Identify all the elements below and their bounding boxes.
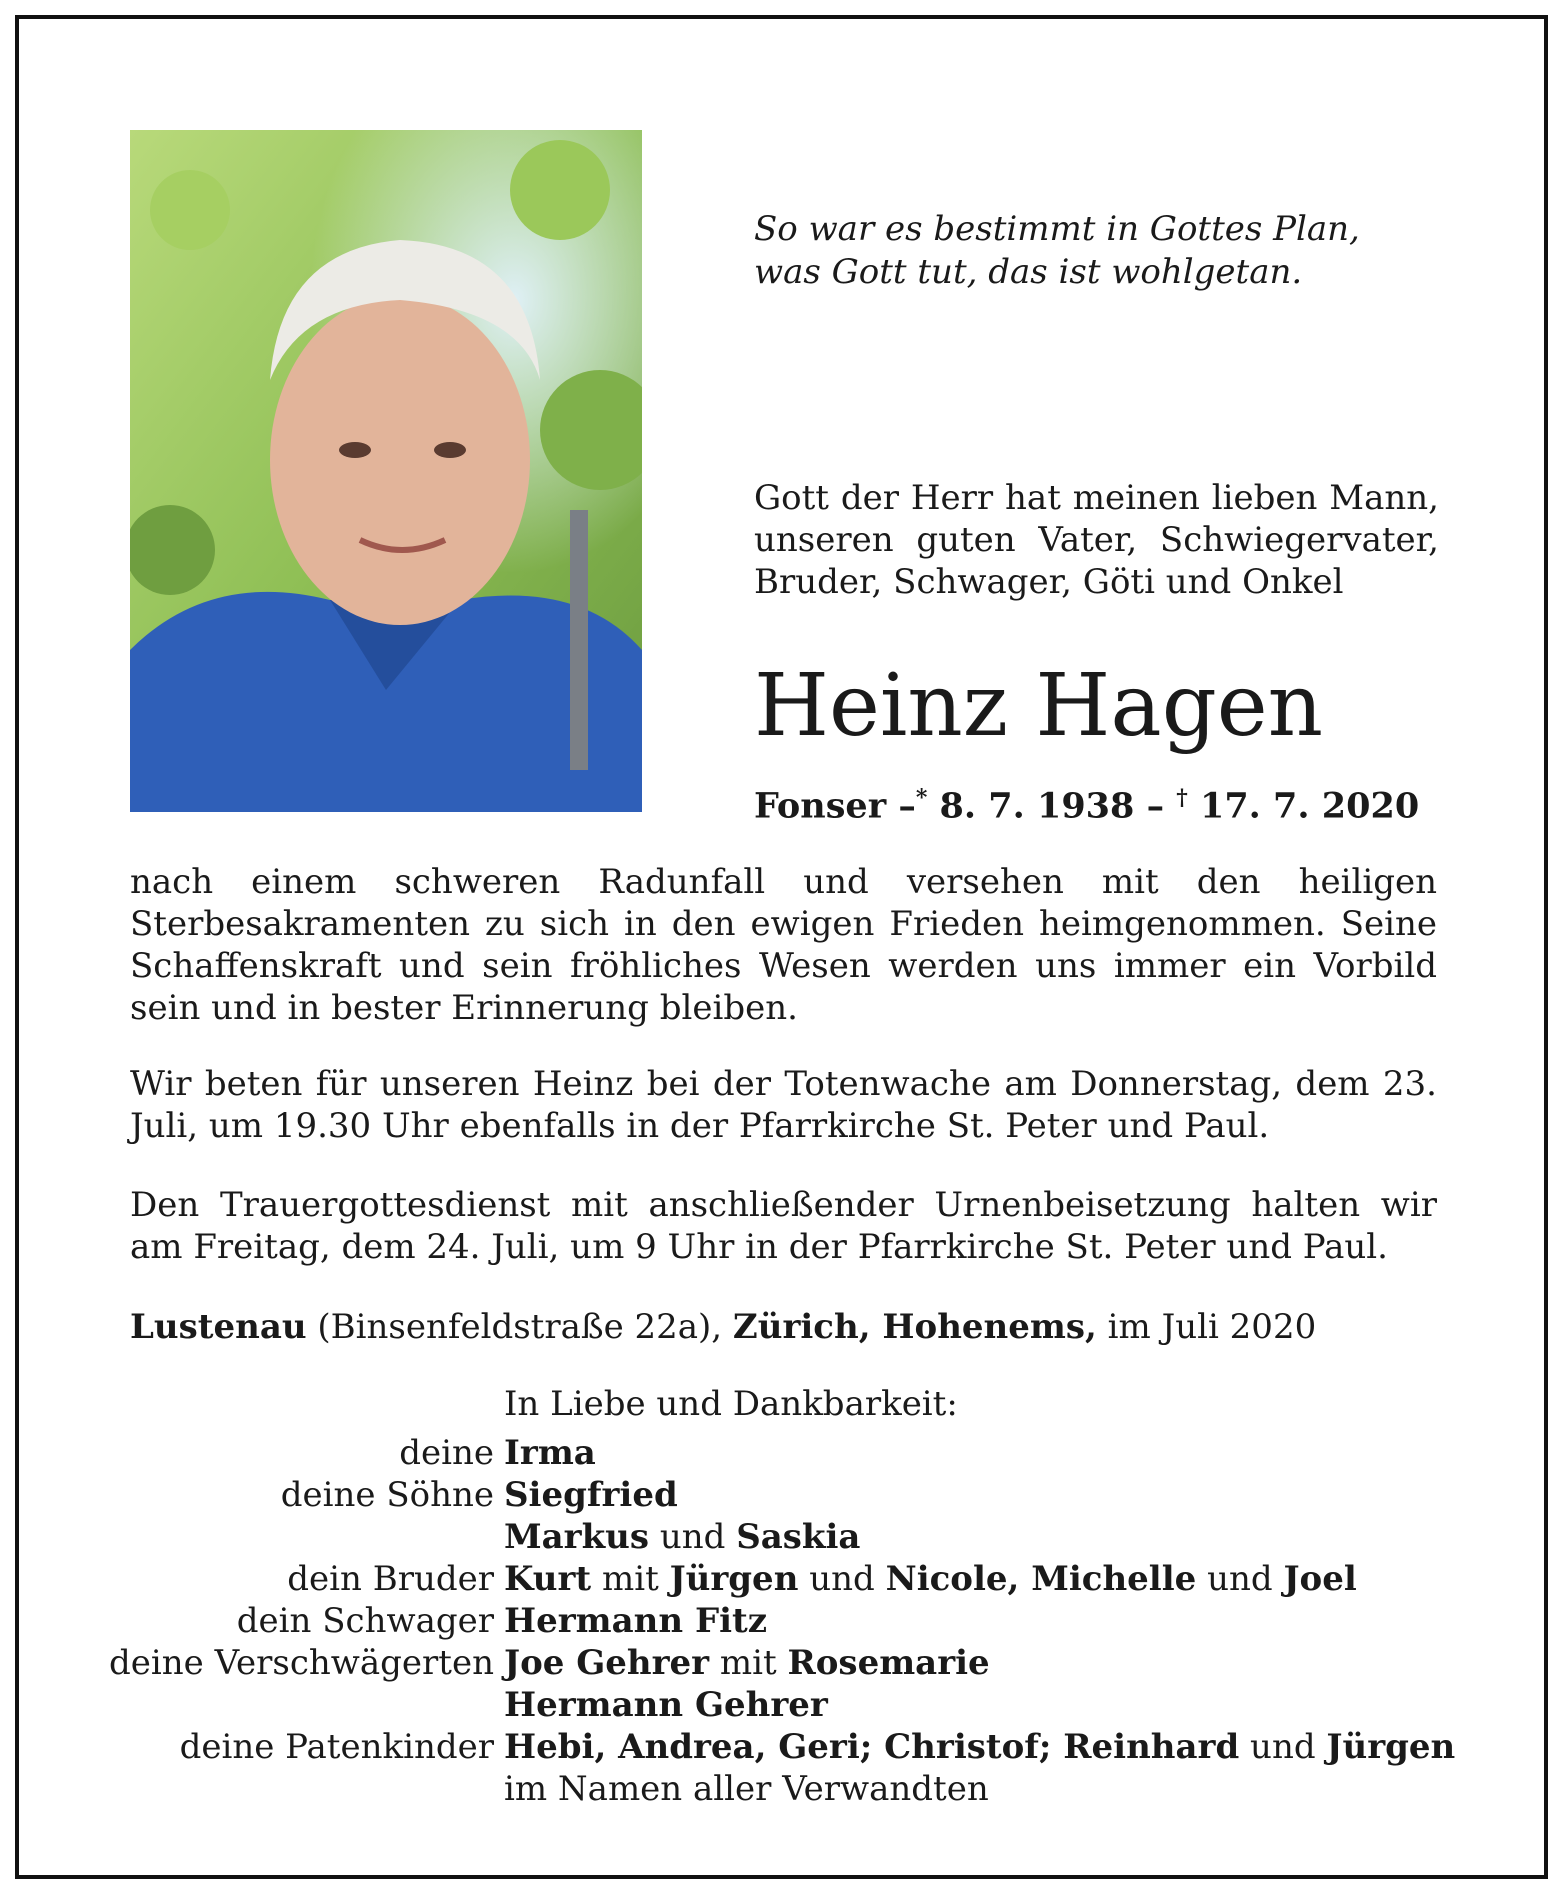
family-row: [0, 1684, 1567, 1726]
relation-label: dein Schwager: [236, 1601, 494, 1641]
quote-line-1: So war es bestimmt in Gottes Plan,: [754, 209, 1360, 249]
birth-date: 8. 7. 1938: [939, 785, 1135, 827]
relation-label: deine Verschwägerten: [109, 1643, 494, 1683]
paragraph-passing: nach einem schweren Radunfall und versehen mit den heiligen Sterbesakramenten zu sich in den ewigen Frieden heimgenommen. Seine Schaffenskraft und sein fröhliches Wesen werden uns immer ein Vorbild sein und in bester Erinnerung bleiben.: [130, 862, 1437, 1028]
connector: und: [659, 1517, 726, 1557]
intro-text: Gott der Herr hat meinen lieben Mann, unseren guten Vater, Schwiegervater, Bruder, Schwager, Göti und Onkel: [754, 478, 1439, 602]
member-name: Joe Gehrer: [504, 1643, 710, 1683]
thanks-line: In Liebe und Dankbarkeit:: [504, 1384, 958, 1424]
member-name: Rosemarie: [787, 1643, 990, 1683]
deceased-name: Heinz Hagen: [754, 656, 1324, 756]
death-symbol: †: [1176, 785, 1188, 811]
quote-line-2: was Gott tut, das ist wohlgetan.: [754, 252, 1303, 292]
member-name: Hermann Gehrer: [504, 1685, 828, 1725]
member-name: Irma: [504, 1433, 596, 1473]
connector: mit: [601, 1559, 659, 1599]
birth-symbol: *: [915, 785, 928, 811]
relation-label: deine Patenkinder: [179, 1727, 494, 1767]
bible-quote: [754, 208, 1474, 294]
place-others: Zürich, Hohenems,: [732, 1307, 1097, 1347]
relation-label: dein Bruder: [287, 1559, 494, 1599]
connector: mit: [719, 1643, 777, 1683]
member-name: Hebi, Andrea, Geri; Christof; Reinhard: [504, 1727, 1240, 1767]
family-row: [0, 1600, 1567, 1642]
portrait-image: [130, 130, 642, 812]
family-row: [0, 1726, 1567, 1768]
paragraph-wake: Wir beten für unseren Heinz bei der Totenwache am Donnerstag, dem 23. Juli, um 19.30 Uhr ebenfalls in der Pfarrkirche St. Peter und Paul.: [130, 1064, 1437, 1146]
relation-label: deine Söhne: [280, 1475, 494, 1515]
member-name: Hermann Fitz: [504, 1601, 768, 1641]
member-name: Siegfried: [504, 1475, 678, 1515]
member-name: Markus: [504, 1517, 649, 1557]
place-line: [130, 1306, 1316, 1348]
place-address: (Binsenfeldstraße 22a),: [317, 1307, 723, 1347]
connector: und: [809, 1559, 875, 1599]
member-name: Jürgen: [1326, 1727, 1456, 1767]
connector: und: [1250, 1727, 1316, 1767]
life-dates: Fonser –* 8. 7. 1938 – † 17. 7. 2020: [754, 785, 1420, 827]
nickname: Fonser: [754, 785, 887, 827]
family-row: [0, 1516, 1567, 1558]
family-list: [0, 1432, 1567, 1810]
member-name: Jürgen: [669, 1559, 799, 1599]
place-city: Lustenau: [130, 1307, 307, 1347]
family-row: [0, 1642, 1567, 1684]
family-row: [0, 1432, 1567, 1474]
family-row: [0, 1474, 1567, 1516]
relation-label: deine: [399, 1433, 494, 1473]
member-name: Nicole, Michelle: [885, 1559, 1197, 1599]
paragraph-funeral: Den Trauergottesdienst mit anschließender Urnenbeisetzung halten wir am Freitag, dem 24. Juli, um 9 Uhr in der Pfarrkirche St. Peter und Paul.: [130, 1185, 1437, 1267]
family-row: [0, 1558, 1567, 1600]
member-name: Saskia: [736, 1517, 861, 1557]
closing-line: im Namen aller Verwandten: [504, 1769, 989, 1809]
family-row: [0, 1768, 1567, 1810]
member-name: Joel: [1283, 1559, 1357, 1599]
place-date: im Juli 2020: [1107, 1307, 1317, 1347]
connector: und: [1207, 1559, 1273, 1599]
member-name: Kurt: [504, 1559, 592, 1599]
death-date: 17. 7. 2020: [1199, 785, 1420, 827]
portrait-photo: [130, 130, 642, 812]
